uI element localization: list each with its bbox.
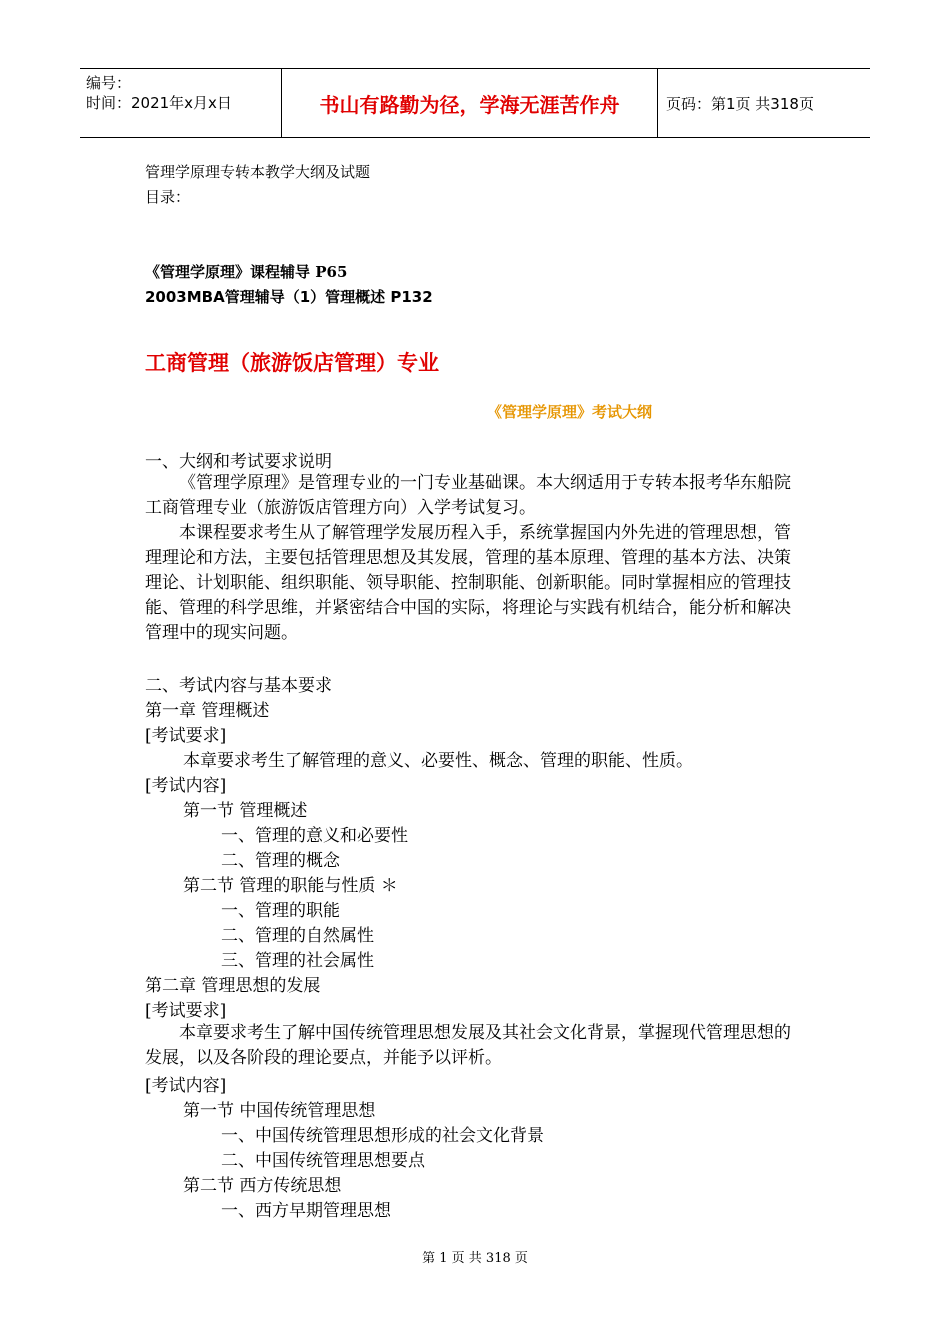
- page-footer: 第 1 页 共 318 页: [422, 1251, 528, 1266]
- chapter1-section2: 第二节 管理的职能与性质 ＊: [183, 876, 398, 896]
- chapter2-title: 第二章 管理思想的发展: [145, 976, 321, 996]
- outline-item: 二、中国传统管理思想要点: [221, 1151, 425, 1171]
- header-meta-cell: [80, 69, 282, 137]
- outline-item: 一、管理的职能: [221, 901, 340, 921]
- outline-item: 一、中国传统管理思想形成的社会文化背景: [221, 1126, 544, 1146]
- section1-para1: [145, 471, 795, 521]
- header-motto: 书山有路勤为径，学海无涯苦作舟: [282, 69, 658, 137]
- paragraph-text: 本课程要求考生从了解管理学发展历程入手，系统掌握国内外先进的管理思想，管理理论和方法，主要包括管理思想及其发展，管理的基本原理、管理的基本方法、决策理论、计划职能、组织职能、领导职能、控制职能、创新职能。同时掌握相应的管理技能、管理的科学思维，并紧密结合中国的实际，将理论与实践有机结合，能分析和解决管理中的现实问题。: [145, 523, 791, 643]
- paragraph-text: 《管理学原理》是管理专业的一门专业基础课。本大纲适用于专转本报考华东船院工商管理专业（旅游饭店管理方向）入学考试复习。: [145, 473, 791, 518]
- outline-item: 一、管理的意义和必要性: [221, 826, 408, 846]
- outline-item: 一、西方早期管理思想: [221, 1201, 391, 1221]
- outline-item: 二、管理的概念: [221, 851, 340, 871]
- chapter1-req-label: [考试要求]: [145, 726, 227, 746]
- header-page-info: 页码：第1页 共318页: [666, 94, 814, 113]
- chapter2-section1: 第一节 中国传统管理思想: [183, 1101, 376, 1121]
- outline-item: 二、管理的自然属性: [221, 926, 374, 946]
- toc-item[interactable]: 2003MBA管理辅导（1）管理概述 P132: [145, 288, 433, 306]
- time-label: 时间：2021年x月x日: [86, 94, 232, 112]
- section1-para2: [145, 521, 795, 646]
- chapter2-content-label: [考试内容]: [145, 1076, 227, 1096]
- outline-title: 《管理学原理》考试大纲: [487, 403, 653, 421]
- toc-item[interactable]: 《管理学原理》课程辅导 P65: [145, 263, 348, 281]
- outline-item: 三、管理的社会属性: [221, 951, 374, 971]
- chapter2-req-label: [考试要求]: [145, 1001, 227, 1021]
- section1-heading: 一、大纲和考试要求说明: [145, 452, 332, 472]
- chapter1-title: 第一章 管理概述: [145, 701, 270, 721]
- number-label: 编号：: [86, 74, 132, 92]
- chapter1-content-label: [考试内容]: [145, 776, 227, 796]
- paragraph-text: 本章要求考生了解中国传统管理思想发展及其社会文化背景，掌握现代管理思想的发展，以及各阶段的理论要点，并能予以评析。: [145, 1023, 791, 1068]
- doc-title: 管理学原理专转本教学大纲及试题: [145, 163, 371, 181]
- toc-label: 目录：: [145, 188, 191, 206]
- chapter2-req: [145, 1021, 795, 1071]
- chapter1-req: 本章要求考生了解管理的意义、必要性、概念、管理的职能、性质。: [183, 751, 693, 771]
- chapter1-section1: 第一节 管理概述: [183, 801, 308, 821]
- page-header-table: [80, 68, 870, 138]
- major-title: 工商管理（旅游饭店管理）专业: [145, 351, 439, 375]
- section2-heading: 二、考试内容与基本要求: [145, 676, 332, 696]
- chapter2-section2: 第二节 西方传统思想: [183, 1176, 342, 1196]
